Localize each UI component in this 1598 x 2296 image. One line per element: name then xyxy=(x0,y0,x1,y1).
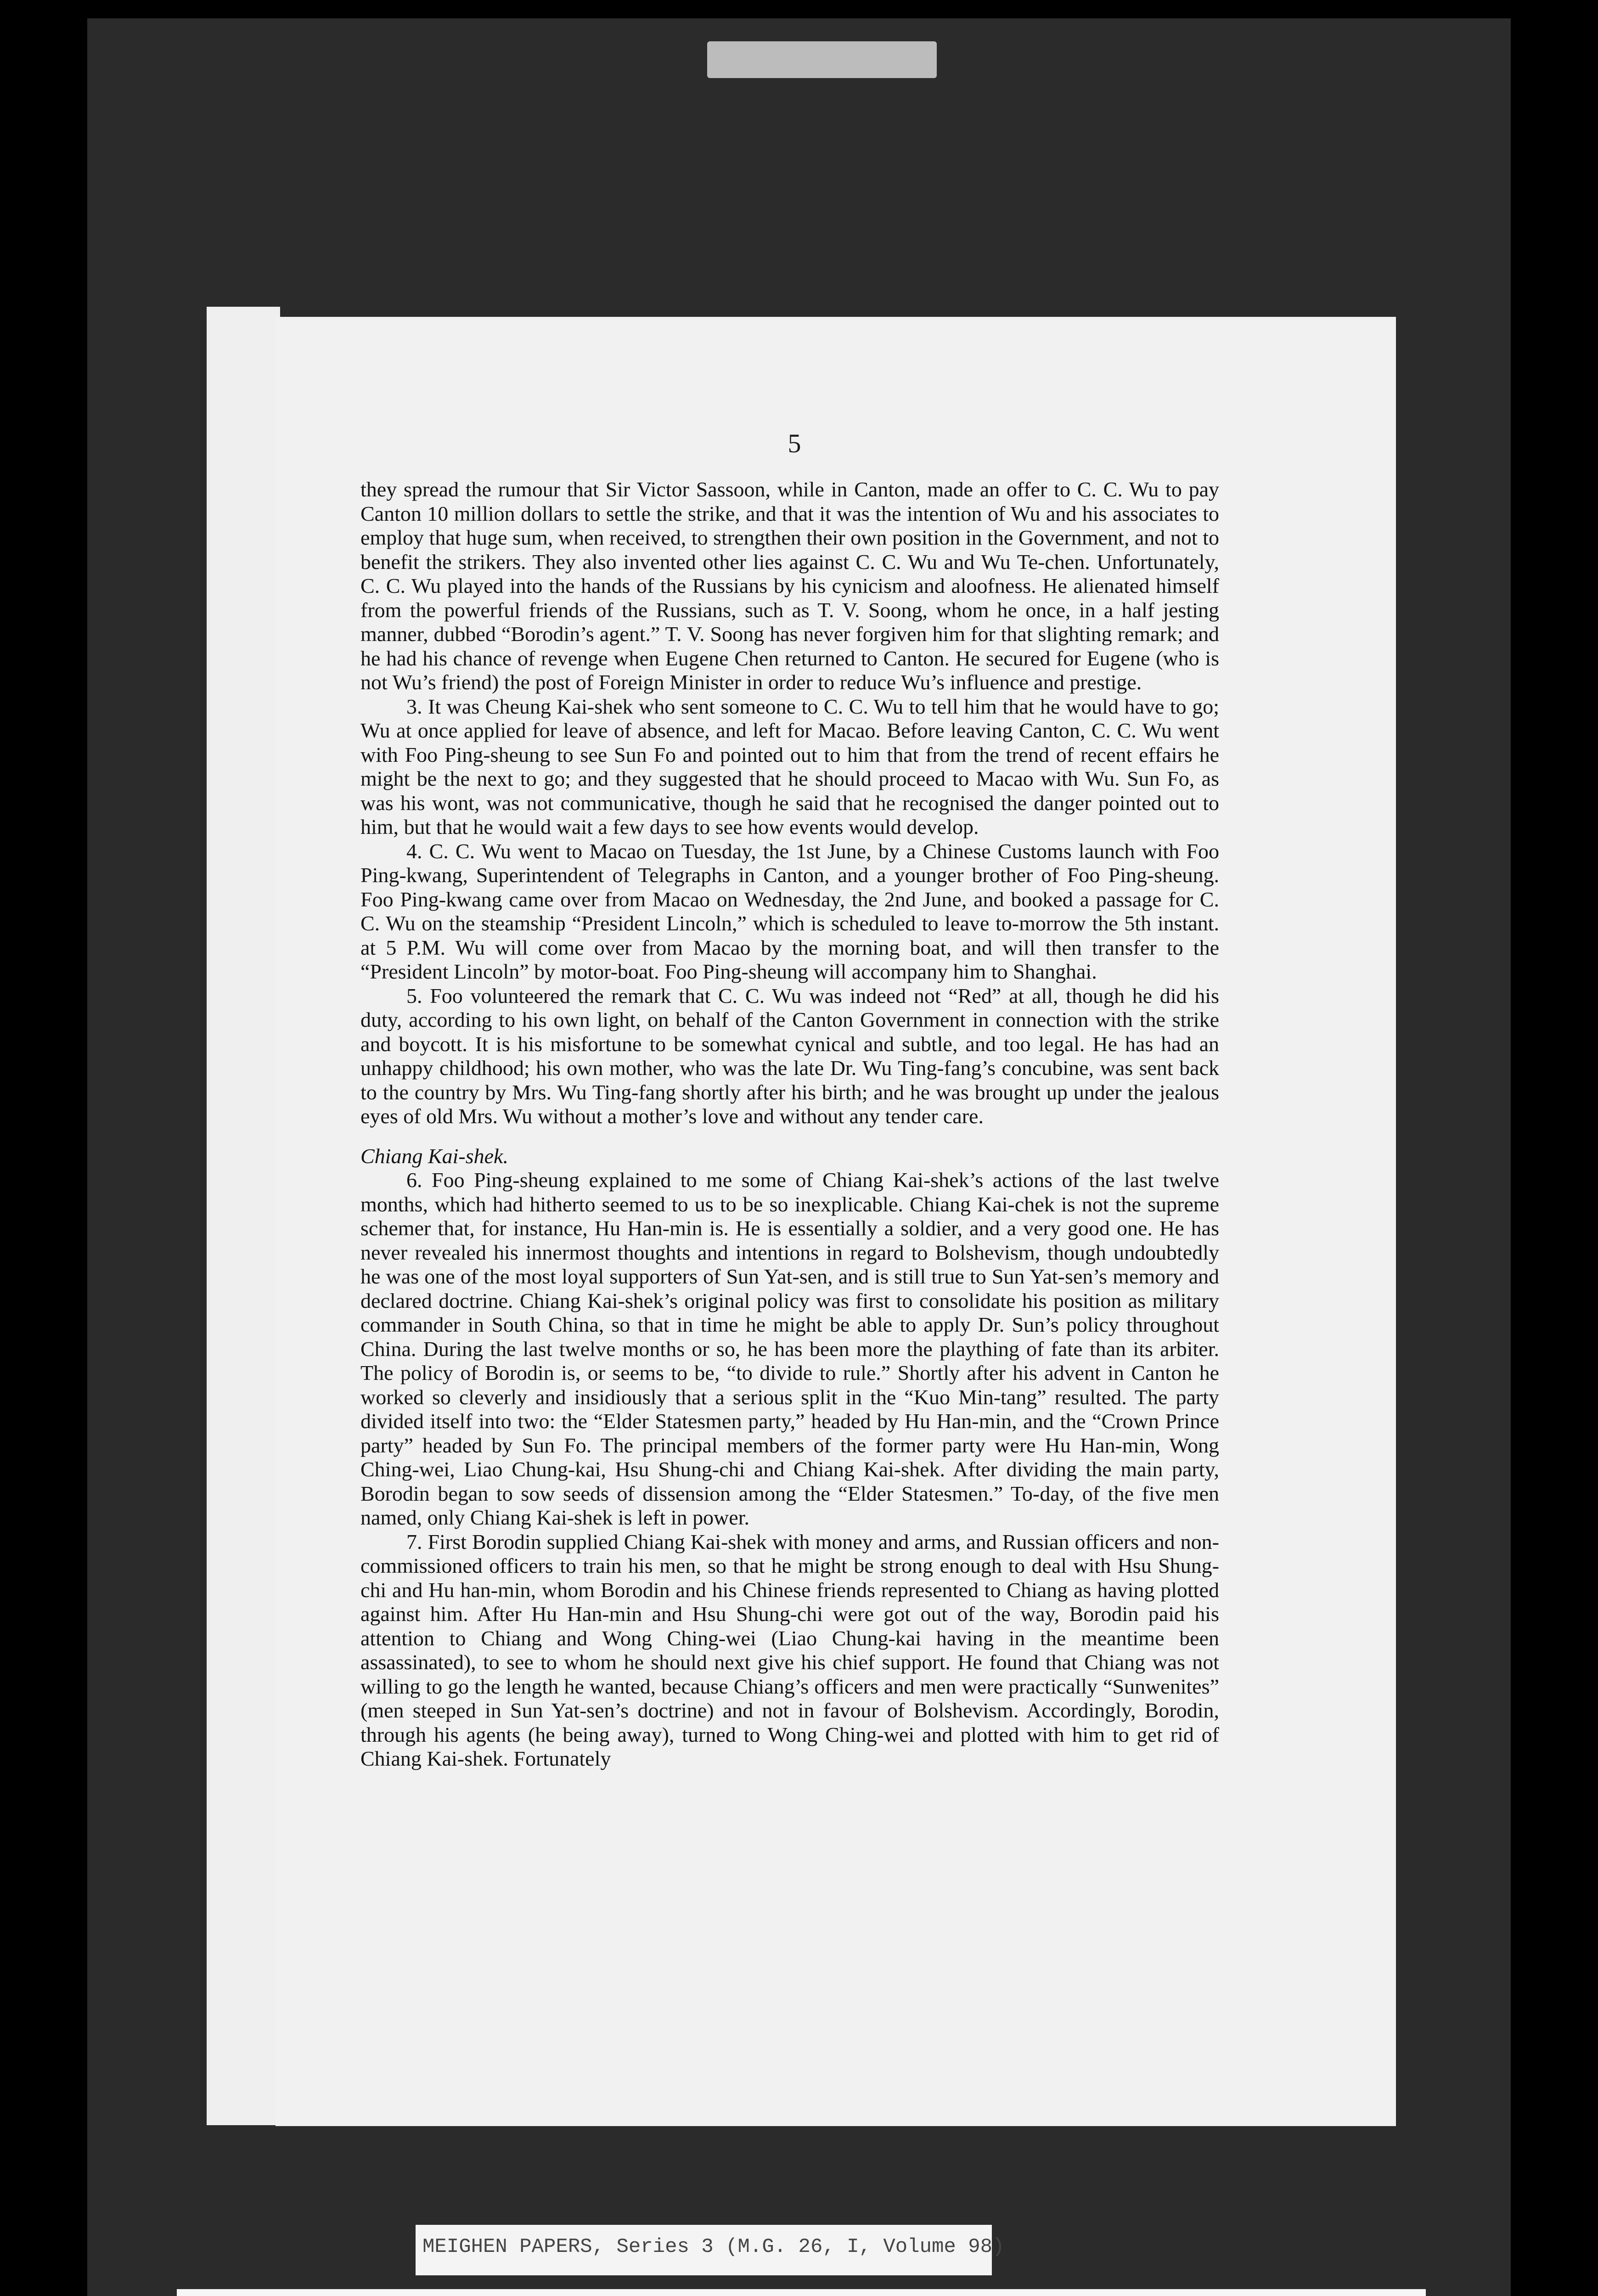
paragraph: 7. First Borodin supplied Chiang Kai-shek with money and arms, and Russian officers and non-commissioned officers to train his men, so that he might be strong enough to deal with Hsu Shung-chi and Hu han-min, whom Borodin and his Chinese friends represented to Chiang as having plotted against him. After Hu Han-min and Hsu Shung-chi were got out of the way, Borodin paid his attention to Chiang and Wong Ching-wei (Liao Chung-kai having in the meantime been assassinated), to see to whom he should next give his chief support. He found that Chiang was not willing to go the length he wanted, because Chiang’s officers and men were practically “Sunwenites” (men steeped in Sun Yat-sen’s doctrine) and not in favour of Bolshevism. Accordingly, Borodin, through his agents (he being away), turned to Wong Ching-wei and plotted with him to get rid of Chiang Kai-shek. Fortunately xyxy=(360,1530,1219,1770)
page-binding-edge xyxy=(207,307,280,2125)
page-number: 5 xyxy=(788,428,801,458)
paragraph: 5. Foo volunteered the remark that C. C. Wu was indeed not “Red” at all, though he did his duty, according to his own light, on behalf of the Canton Government in connection with the strike and boycott. It is his misfortune to be somewhat cynical and subtle, and too legal. He has had an unhappy childhood; his own mother, who was the late Dr. Wu Ting-fang’s concubine, was sent back to the country by Mrs. Wu Ting-fang shortly after his birth; and he was brought up under the jealous eyes of old Mrs. Wu without a mother’s love and without any tender care. xyxy=(360,984,1219,1128)
archives-card xyxy=(177,2289,1426,2296)
paragraph: 3. It was Cheung Kai-shek who sent someone to C. C. Wu to tell him that he would have to go; Wu at once applied for leave of absence, and left for Macao. Before leaving Canton, C. C. Wu went with Foo Ping-sheung to see Sun Fo and pointed out to him that from the trend of recent effairs he might be the next to go; and they suggested that he should proceed to Macao with Wu. Sun Fo, as was his wont, was not communicative, though he said that he recognised the danger pointed out to him, but that he would wait a few days to see how events would develop. xyxy=(360,694,1219,838)
document-body xyxy=(360,478,1219,1771)
section-heading: Chiang Kai-shek. xyxy=(360,1144,508,1168)
paragraph: 6. Foo Ping-sheung explained to me some of Chiang Kai-shek’s actions of the last twelve months, which had hitherto seemed to us to be so inexplicable. Chiang Kai-chek is not the supreme schemer that, for instance, Hu Han-min is. He is essentially a soldier, and a very good one. He has never revealed his innermost thoughts and intentions in regard to Bolshevism, though undoubtedly he was one of the most loyal supporters of Sun Yat-sen, and is still true to Sun Yat-sen’s memory and declared doctrine. Chiang Kai-shek’s original policy was first to consolidate his position as military commander in South China, so that in time he might be able to apply Dr. Sun’s policy throughout China. During the last twelve months or so, he has been more the plaything of fate than its arbiter. The policy of Borodin is, or seems to be, “to divide to rule.” Shortly after his advent in Canton he worked so cleverly and insidiously that a serious split in the “Kuo Min-tang” resulted. The party divided itself into two: the “Elder Statesmen party,” headed by Hu Han-min, and the “Crown Prince party” headed by Sun Fo. The principal members of the former party were Hu Han-min, Wong Ching-wei, Liao Chung-kai, Hsu Shung-chi and Chiang Kai-shek. After dividing the main party, Borodin began to sow seeds of dissension among the “Elder Statesmen.” To-day, of the five men named, only Chiang Kai-shek is left in power. xyxy=(360,1168,1219,1529)
paragraph: 4. C. C. Wu went to Macao on Tuesday, the 1st June, by a Chinese Customs launch with Foo Ping-kwang, Superintendent of Telegraphs in Canton, and a younger brother of Foo Ping-sheung. Foo Ping-kwang came over from Macao on Wednesday, the 2nd June, and booked a passage for C. C. Wu on the steamship “President Lincoln,” which is scheduled to leave to-morrow the 5th instant. at 5 P.M. Wu will come over from Macao by the morning boat, and will then transfer to the “President Lincoln” by motor-boat. Foo Ping-sheung will accompany him to Shanghai. xyxy=(360,839,1219,983)
film-clip-tab xyxy=(707,41,937,78)
archive-reference-label: MEIGHEN PAPERS, Series 3 (M.G. 26, I, Volume 98) xyxy=(422,2235,1005,2258)
paragraph: they spread the rumour that Sir Victor Sassoon, while in Canton, made an offer to C. C. Wu to pay Canton 10 million dollars to settle the strike, and that it was the intention of Wu and his associates to employ that huge sum, when received, to strengthen their own position in the Government, and not to benefit the strikers. They also invented other lies against C. C. Wu and Wu Te-chen. Unfortunately, C. C. Wu played into the hands of the Russians by his cynicism and aloofness. He alienated himself from the powerful friends of the Russians, such as T. V. Soong, whom he once, in a half jesting manner, dubbed “Borodin’s agent.” T. V. Soong has never forgiven him for that slighting remark; and he had his chance of revenge when Eugene Chen returned to Canton. He secured for Eugene (who is not Wu’s friend) the post of Foreign Minister in order to reduce Wu’s influence and prestige. xyxy=(360,478,1219,694)
